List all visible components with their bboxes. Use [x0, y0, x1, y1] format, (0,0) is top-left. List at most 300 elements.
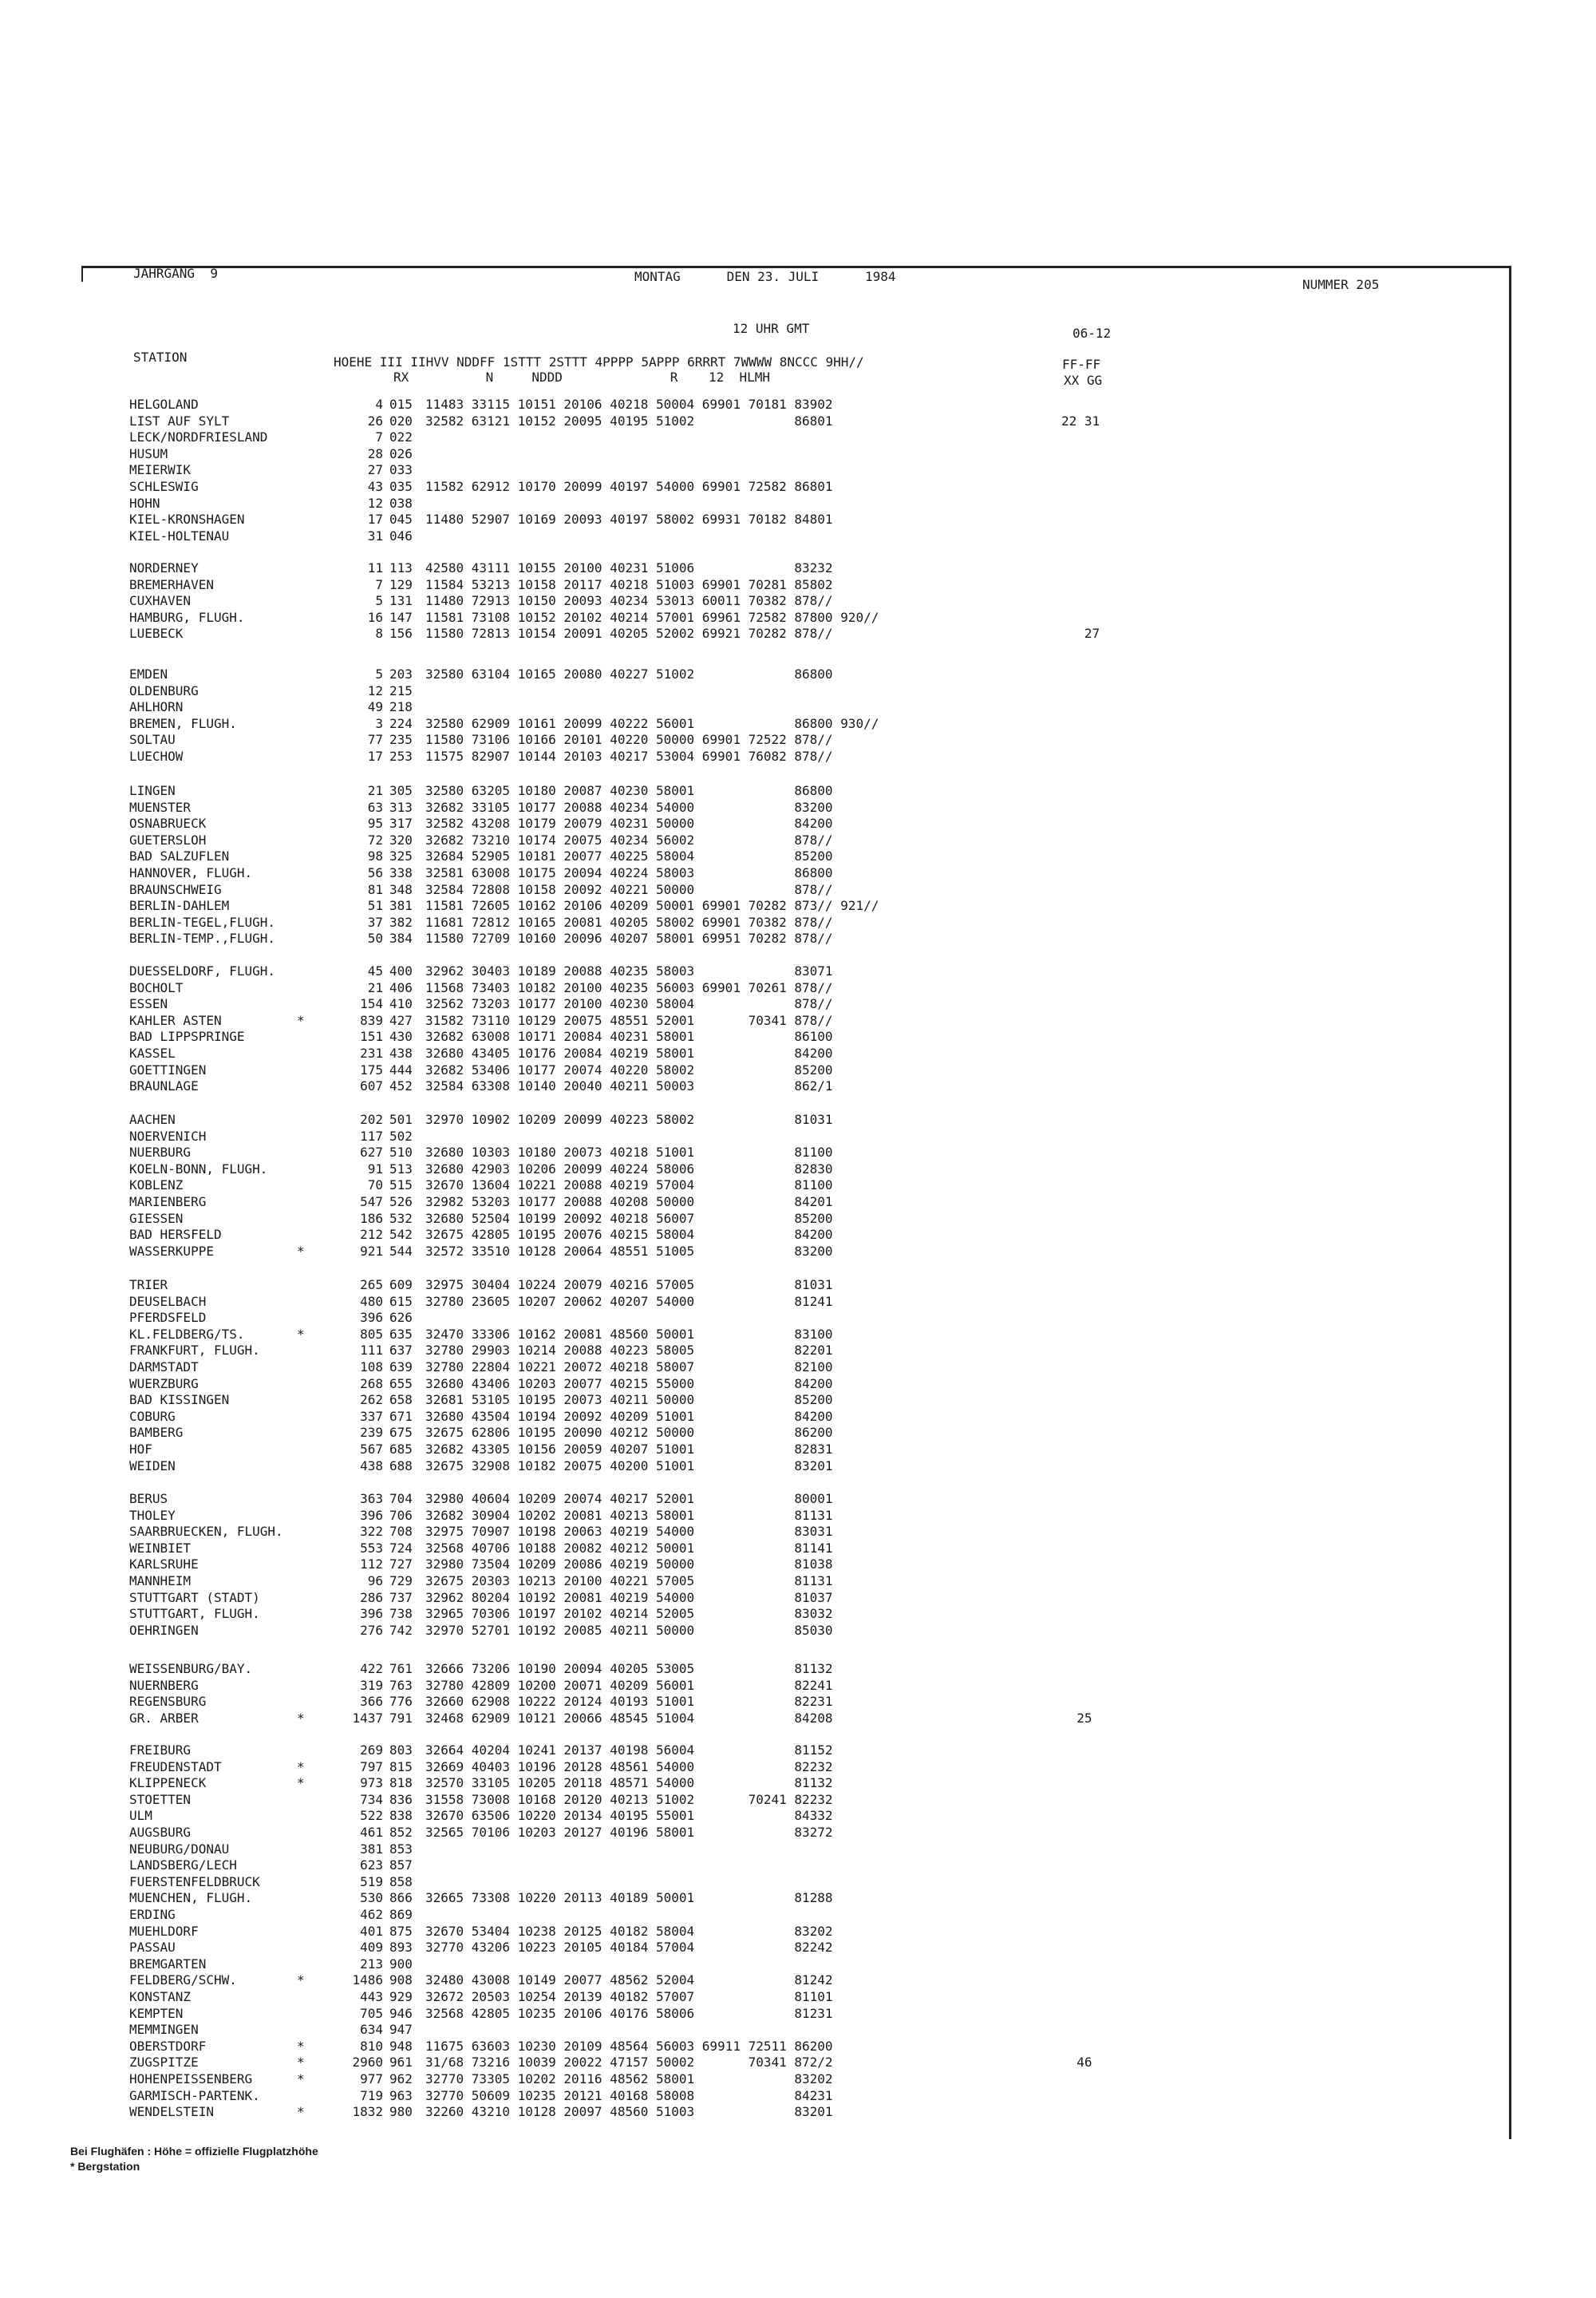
station-row — [0, 1857, 1500, 1873]
station-index: 639 — [389, 1359, 413, 1374]
station-height: 337 — [360, 1408, 383, 1424]
station-height: 96 — [367, 1573, 383, 1588]
station-row — [0, 683, 1500, 699]
synop-groups: 32582 63121 10152 20095 40195 51002 86801 — [425, 413, 833, 429]
station-height: 553 — [360, 1540, 383, 1556]
synop-groups: 32682 43305 10156 20059 40207 51001 82831 — [425, 1442, 833, 1457]
station-index: 724 — [389, 1540, 413, 1556]
synop-groups: 32660 62908 10222 20124 40193 51001 82231 — [425, 1694, 833, 1710]
frame-left-tick — [81, 266, 83, 282]
synop-groups: 32680 10303 10180 20073 40218 51001 81100 — [425, 1145, 833, 1161]
synop-groups: 32581 63008 10175 20094 40224 58003 86800 — [425, 865, 833, 880]
station-index: 427 — [389, 1012, 413, 1028]
station-height: 17 — [367, 512, 383, 528]
station-height: 461 — [360, 1825, 383, 1840]
station-height: 322 — [360, 1524, 383, 1540]
station-index: 035 — [389, 479, 413, 494]
station-height: 422 — [360, 1661, 383, 1676]
station-index: 963 — [389, 2087, 413, 2103]
station-height: 5 — [375, 666, 383, 682]
station-index: 020 — [389, 413, 413, 429]
synop-groups: 32675 20303 10213 20100 40221 57005 81131 — [425, 1573, 833, 1588]
station-index: 253 — [389, 749, 413, 764]
station-index: 348 — [389, 881, 413, 897]
station-index: 384 — [389, 931, 413, 947]
mountain-station-mark: * — [297, 2071, 305, 2086]
station-row — [0, 848, 1500, 864]
synop-groups: 32670 13604 10221 20088 40219 57004 81100 — [425, 1177, 833, 1193]
station-height: 91 — [367, 1161, 383, 1177]
station-row — [0, 626, 1500, 642]
station-height: 117 — [360, 1128, 383, 1144]
station-row — [0, 1129, 1500, 1145]
station-height: 276 — [360, 1622, 383, 1638]
synop-groups: 11568 73403 10182 20100 40235 56003 69901 70261 878// — [425, 979, 833, 995]
station-height: 396 — [360, 1507, 383, 1523]
station-row — [0, 577, 1500, 593]
station-name: BERLIN-TEMP.,FLUGH. — [129, 931, 276, 947]
synop-groups: 31/68 73216 10039 20022 47157 50002 70341 872/2 — [425, 2055, 833, 2071]
synop-groups: 11580 73106 10166 20101 40220 50000 69901 72522 878// — [425, 732, 833, 748]
station-name: HUSUM — [129, 445, 168, 461]
station-index: 400 — [389, 963, 413, 979]
mountain-station-mark: * — [297, 1710, 305, 1726]
synop-groups: 11582 62912 10170 20099 40197 54000 69901 72582 86801 — [425, 479, 833, 494]
station-index: 929 — [389, 1989, 413, 2004]
station-index: 502 — [389, 1128, 413, 1144]
station-name: BAD KISSINGEN — [129, 1392, 230, 1408]
station-row — [0, 1742, 1500, 1758]
station-name: MEIERWIK — [129, 462, 192, 478]
station-index: 317 — [389, 816, 413, 832]
synop-groups: 32680 43405 10176 20084 40219 58001 84200 — [425, 1046, 833, 1061]
synop-groups: 11480 72913 10150 20093 40234 53013 60011 70382 878// — [425, 593, 833, 609]
station-index: 129 — [389, 576, 413, 592]
station-index: 444 — [389, 1062, 413, 1078]
footnote-mountain-station: * Bergstation — [70, 2160, 140, 2173]
synop-groups: 32982 53203 10177 20088 40208 50000 84201 — [425, 1194, 833, 1209]
station-row — [0, 1194, 1500, 1210]
station-index: 544 — [389, 1243, 413, 1259]
station-name: FREIBURG — [129, 1742, 192, 1758]
station-name: BAD LIPPSPRINGE — [129, 1029, 245, 1045]
station-name: LANDSBERG/LECH — [129, 1857, 237, 1873]
synop-groups: 32260 43210 10128 20097 48560 51003 83201 — [425, 2104, 833, 2120]
station-name: CUXHAVEN — [129, 593, 192, 609]
station-name: KL.FELDBERG/TS. — [129, 1326, 245, 1342]
station-name: GIESSEN — [129, 1210, 184, 1226]
station-name: GR. ARBER — [129, 1710, 199, 1726]
station-index: 658 — [389, 1392, 413, 1408]
synop-groups: 32675 42805 10195 20076 40215 58004 84200 — [425, 1227, 833, 1243]
station-name: NUERNBERG — [129, 1677, 199, 1693]
station-index: 900 — [389, 1956, 413, 1972]
station-index: 626 — [389, 1310, 413, 1326]
synop-groups: 32580 63104 10165 20080 40227 51002 86800 — [425, 666, 833, 682]
station-height: 50 — [367, 931, 383, 947]
station-name: KOELN-BONN, FLUGH. — [129, 1161, 268, 1177]
station-row — [0, 963, 1500, 979]
station-name: MUEHLDORF — [129, 1923, 199, 1939]
synop-groups: 32970 52701 10192 20085 40211 50000 85030 — [425, 1622, 833, 1638]
station-height: 7 — [375, 429, 383, 445]
station-row — [0, 1792, 1500, 1808]
wind-gust-value: 25 — [1061, 1710, 1092, 1726]
station-height: 231 — [360, 1046, 383, 1061]
station-row — [0, 1759, 1500, 1775]
station-row — [0, 1661, 1500, 1677]
station-name: NOERVENICH — [129, 1128, 207, 1144]
station-height: 319 — [360, 1677, 383, 1693]
station-row — [0, 512, 1500, 528]
station-row — [0, 915, 1500, 931]
station-name: WEINBIET — [129, 1540, 192, 1556]
station-row — [0, 996, 1500, 1012]
station-index: 325 — [389, 848, 413, 864]
station-row — [0, 1606, 1500, 1622]
station-height: 21 — [367, 979, 383, 995]
station-height: 977 — [360, 2071, 383, 2086]
station-height: 70 — [367, 1177, 383, 1193]
station-height: 77 — [367, 732, 383, 748]
station-height: 810 — [360, 2038, 383, 2054]
station-height: 63 — [367, 799, 383, 815]
station-row — [0, 1678, 1500, 1694]
station-name: OSNABRUECK — [129, 816, 207, 832]
station-index: 688 — [389, 1458, 413, 1473]
station-row — [0, 2006, 1500, 2022]
synop-groups: 11580 72709 10160 20096 40207 58001 69951 70282 878// — [425, 931, 833, 947]
station-height: 56 — [367, 865, 383, 880]
mountain-station-mark: * — [297, 1243, 305, 1259]
synop-groups: 32582 43208 10179 20079 40231 50000 84200 — [425, 816, 833, 832]
station-index: 235 — [389, 732, 413, 748]
code-column-subheader: RX N NDDD R 12 HLMH — [393, 370, 771, 385]
station-name: BERLIN-DAHLEM — [129, 898, 230, 914]
station-index: 838 — [389, 1808, 413, 1824]
station-name: GUETERSLOH — [129, 832, 207, 848]
station-index: 776 — [389, 1694, 413, 1710]
station-name: OEHRINGEN — [129, 1622, 199, 1638]
wind-gust-header: FF-FF — [1062, 357, 1101, 372]
station-index: 609 — [389, 1277, 413, 1292]
synop-groups: 32680 52504 10199 20092 40218 56007 85200 — [425, 1210, 833, 1226]
station-index: 338 — [389, 865, 413, 880]
synop-groups: 32568 40706 10188 20082 40212 50001 81141 — [425, 1540, 833, 1556]
station-name: COBURG — [129, 1408, 176, 1424]
station-height: 12 — [367, 495, 383, 511]
synop-groups: 32584 72808 10158 20092 40221 50000 878// — [425, 881, 833, 897]
station-name: HOHN — [129, 495, 160, 511]
station-row — [0, 1013, 1500, 1029]
synop-groups: 32468 62909 10121 20066 48545 51004 84208 — [425, 1710, 833, 1726]
footnote-airport-height: Bei Flughäfen : Höhe = offizielle Flugplatzhöhe — [70, 2145, 318, 2158]
synop-groups: 32480 43008 10149 20077 48562 52004 81242 — [425, 1972, 833, 1988]
station-height: 12 — [367, 682, 383, 698]
station-name: HAMBURG, FLUGH. — [129, 609, 245, 625]
synop-groups: 32675 32908 10182 20075 40200 51001 83201 — [425, 1458, 833, 1473]
station-index: 671 — [389, 1408, 413, 1424]
synop-groups: 32664 40204 10241 20137 40198 56004 81152 — [425, 1742, 833, 1758]
station-row — [0, 1940, 1500, 1956]
station-height: 95 — [367, 816, 383, 832]
synop-groups: 11675 63603 10230 20109 48564 56003 69911 72511 86200 — [425, 2038, 833, 2054]
station-index: 526 — [389, 1194, 413, 1209]
station-height: 5 — [375, 593, 383, 609]
station-index: 224 — [389, 715, 413, 731]
station-index: 737 — [389, 1589, 413, 1605]
synop-groups: 32780 22804 10221 20072 40218 58007 82100 — [425, 1359, 833, 1374]
station-index: 305 — [389, 783, 413, 798]
station-row — [0, 1541, 1500, 1556]
station-name: KOBLENZ — [129, 1177, 184, 1193]
station-name: BAMBERG — [129, 1425, 184, 1441]
station-name: WEIDEN — [129, 1458, 176, 1473]
synop-groups: 11581 72605 10162 20106 40209 50001 69901 70282 873// 921// — [425, 898, 879, 914]
station-name: OLDENBURG — [129, 682, 199, 698]
synop-groups: 32770 73305 10202 20116 48562 58001 83202 — [425, 2071, 833, 2086]
station-name: LINGEN — [129, 783, 176, 798]
station-row — [0, 1907, 1500, 1923]
station-height: 175 — [360, 1062, 383, 1078]
station-row — [0, 610, 1500, 626]
station-index: 038 — [389, 495, 413, 511]
station-index: 869 — [389, 1907, 413, 1922]
code-column-header: HOEHE III IIHVV NDDFF 1STTT 2STTT 4PPPP 5APPP 6RRRT 7WWWW 8NCCC 9HH// — [334, 354, 864, 370]
station-row — [0, 865, 1500, 881]
station-row — [0, 479, 1500, 495]
station-height: 973 — [360, 1775, 383, 1791]
station-name: AUGSBURG — [129, 1825, 192, 1840]
station-row — [0, 1211, 1500, 1227]
synop-groups: 32962 80204 10192 20081 40219 54000 81037 — [425, 1589, 833, 1605]
station-index: 313 — [389, 799, 413, 815]
station-height: 202 — [360, 1112, 383, 1127]
station-height: 27 — [367, 462, 383, 478]
station-height: 2960 — [352, 2055, 383, 2071]
station-name: LIST AUF SYLT — [129, 413, 230, 429]
synop-groups: 11681 72812 10165 20081 40205 58002 69901 70382 878// — [425, 914, 833, 930]
station-height: 627 — [360, 1145, 383, 1161]
synop-groups: 11584 53213 10158 20117 40218 51003 69901 70281 85802 — [425, 576, 833, 592]
station-index: 015 — [389, 397, 413, 412]
station-row — [0, 593, 1500, 609]
station-height: 43 — [367, 479, 383, 494]
station-index: 980 — [389, 2104, 413, 2120]
station-height: 366 — [360, 1694, 383, 1710]
station-name: REGENSBURG — [129, 1694, 207, 1710]
station-name: HOHENPEISSENBERG — [129, 2071, 253, 2086]
station-name: MARIENBERG — [129, 1194, 207, 1209]
synop-groups: 32670 63506 10220 20134 40195 55001 84332 — [425, 1808, 833, 1824]
station-index: 948 — [389, 2038, 413, 2054]
station-height: 72 — [367, 832, 383, 848]
station-row — [0, 1924, 1500, 1940]
station-row — [0, 1508, 1500, 1524]
station-index: 836 — [389, 1791, 413, 1807]
station-height: 49 — [367, 699, 383, 715]
station-height: 98 — [367, 848, 383, 864]
synop-groups: 32562 73203 10177 20100 40230 58004 878// — [425, 996, 833, 1012]
mountain-station-mark: * — [297, 1012, 305, 1028]
observation-time: 12 UHR GMT — [733, 321, 810, 336]
station-name: BOCHOLT — [129, 979, 184, 995]
synop-groups: 31558 73008 10168 20120 40213 51002 70241 82232 — [425, 1791, 833, 1807]
station-row — [0, 1112, 1500, 1128]
station-row — [0, 1029, 1500, 1045]
station-height: 154 — [360, 996, 383, 1012]
station-height: 4 — [375, 397, 383, 412]
station-height: 108 — [360, 1359, 383, 1374]
synop-groups: 32980 73504 10209 20086 40219 50000 81038 — [425, 1556, 833, 1572]
station-row — [0, 1956, 1500, 1972]
station-index: 501 — [389, 1112, 413, 1127]
station-height: 381 — [360, 1841, 383, 1857]
station-index: 452 — [389, 1078, 413, 1094]
station-index: 853 — [389, 1841, 413, 1857]
station-name: PFERDSFELD — [129, 1310, 207, 1326]
station-row — [0, 413, 1500, 429]
station-row — [0, 1244, 1500, 1260]
mountain-station-mark: * — [297, 2055, 305, 2071]
station-row — [0, 1590, 1500, 1606]
station-height: 16 — [367, 609, 383, 625]
station-row — [0, 462, 1500, 478]
station-height: 31 — [367, 528, 383, 544]
station-name: BERLIN-TEGEL,FLUGH. — [129, 914, 276, 930]
station-row — [0, 1046, 1500, 1062]
period-label: 06-12 — [1073, 326, 1112, 341]
station-height: 839 — [360, 1012, 383, 1028]
station-height: 37 — [367, 914, 383, 930]
station-name: THOLEY — [129, 1507, 176, 1523]
station-height: 186 — [360, 1210, 383, 1226]
station-height: 112 — [360, 1556, 383, 1572]
station-row — [0, 716, 1500, 732]
synop-groups: 32770 43206 10223 20105 40184 57004 82242 — [425, 1940, 833, 1956]
station-index: 026 — [389, 445, 413, 461]
station-name: ULM — [129, 1808, 152, 1824]
station-index: 761 — [389, 1661, 413, 1676]
station-name: FRANKFURT, FLUGH. — [129, 1343, 260, 1359]
station-height: 396 — [360, 1310, 383, 1326]
station-row — [0, 1327, 1500, 1343]
synop-groups: 32965 70306 10197 20102 40214 52005 83032 — [425, 1606, 833, 1622]
station-height: 28 — [367, 445, 383, 461]
synop-groups: 31582 73110 10129 20075 48551 52001 70341 878// — [425, 1012, 833, 1028]
synop-groups: 32980 40604 10209 20074 40217 52001 80001 — [425, 1491, 833, 1506]
synop-groups: 11575 82907 10144 20103 40217 53004 69901 76082 878// — [425, 749, 833, 764]
station-height: 286 — [360, 1589, 383, 1605]
synop-groups: 32682 63008 10171 20084 40231 58001 86100 — [425, 1029, 833, 1045]
station-index: 946 — [389, 2005, 413, 2021]
synop-groups: 32681 53105 10195 20073 40211 50000 85200 — [425, 1392, 833, 1408]
station-index: 655 — [389, 1375, 413, 1391]
station-name: HOF — [129, 1442, 152, 1457]
station-name: KASSEL — [129, 1046, 176, 1061]
station-index: 857 — [389, 1857, 413, 1873]
synop-groups: 32970 10902 10209 20099 40223 58002 81031 — [425, 1112, 833, 1127]
station-name: NORDERNEY — [129, 560, 199, 575]
station-row — [0, 1711, 1500, 1726]
station-height: 11 — [367, 560, 383, 575]
station-height: 1486 — [352, 1972, 383, 1988]
station-name: KEMPTEN — [129, 2005, 184, 2021]
station-row — [0, 1359, 1500, 1375]
station-row — [0, 666, 1500, 682]
station-index: 947 — [389, 2022, 413, 2038]
station-name: ERDING — [129, 1907, 176, 1922]
station-row — [0, 1573, 1500, 1589]
station-name: BREMEN, FLUGH. — [129, 715, 237, 731]
station-index: 515 — [389, 1177, 413, 1193]
station-row — [0, 1376, 1500, 1392]
station-row — [0, 816, 1500, 832]
mountain-station-mark: * — [297, 2104, 305, 2120]
synop-groups: 32470 33306 10162 20081 48560 50001 83100 — [425, 1326, 833, 1342]
station-height: 921 — [360, 1243, 383, 1259]
station-row — [0, 1524, 1500, 1540]
synop-groups: 32975 30404 10224 20079 40216 57005 81031 — [425, 1277, 833, 1292]
synop-groups: 32962 30403 10189 20088 40235 58003 83071 — [425, 963, 833, 979]
station-index: 532 — [389, 1210, 413, 1226]
station-index: 218 — [389, 699, 413, 715]
station-row — [0, 560, 1500, 576]
jahrgang-label: JAHRGANG 9 — [133, 266, 218, 281]
station-row — [0, 1556, 1500, 1572]
station-index: 803 — [389, 1742, 413, 1758]
station-row — [0, 732, 1500, 748]
station-height: 265 — [360, 1277, 383, 1292]
station-index: 637 — [389, 1343, 413, 1359]
synop-groups: 32682 30904 10202 20081 40213 58001 81131 — [425, 1507, 833, 1523]
mountain-station-mark: * — [297, 1972, 305, 1988]
station-name: TRIER — [129, 1277, 168, 1292]
station-row — [0, 1442, 1500, 1458]
station-row — [0, 528, 1500, 544]
station-row — [0, 1409, 1500, 1425]
synop-groups: 32568 42805 10235 20106 40176 58006 81231 — [425, 2005, 833, 2021]
station-name: ZUGSPITZE — [129, 2055, 199, 2071]
station-name: BREMERHAVEN — [129, 576, 214, 592]
station-row — [0, 1890, 1500, 1906]
synop-groups: 32584 63308 10140 20040 40211 50003 862/1 — [425, 1078, 833, 1094]
synop-groups: 32680 43504 10194 20092 40209 51001 84200 — [425, 1408, 833, 1424]
synop-groups: 32565 70106 10203 20127 40196 58001 83272 — [425, 1825, 833, 1840]
station-row — [0, 2022, 1500, 2038]
station-row — [0, 833, 1500, 848]
station-index: 045 — [389, 512, 413, 528]
station-index: 858 — [389, 1873, 413, 1889]
station-height: 1437 — [352, 1710, 383, 1726]
station-row — [0, 2055, 1500, 2071]
station-height: 396 — [360, 1606, 383, 1622]
station-index: 113 — [389, 560, 413, 575]
station-row — [0, 1310, 1500, 1326]
station-name: BERUS — [129, 1491, 168, 1506]
station-name: MUENSTER — [129, 799, 192, 815]
station-row — [0, 1989, 1500, 2005]
station-index: 708 — [389, 1524, 413, 1540]
station-name: BAD SALZUFLEN — [129, 848, 230, 864]
synop-groups: 11581 73108 10152 20102 40214 57001 69961 72582 87800 920// — [425, 609, 879, 625]
synop-groups: 32684 52905 10181 20077 40225 58004 85200 — [425, 848, 833, 864]
station-row — [0, 783, 1500, 799]
synop-groups: 32675 62806 10195 20090 40212 50000 86200 — [425, 1425, 833, 1441]
wind-gust-value: 22 31 — [1061, 413, 1100, 429]
station-height: 7 — [375, 576, 383, 592]
station-row — [0, 1277, 1500, 1293]
